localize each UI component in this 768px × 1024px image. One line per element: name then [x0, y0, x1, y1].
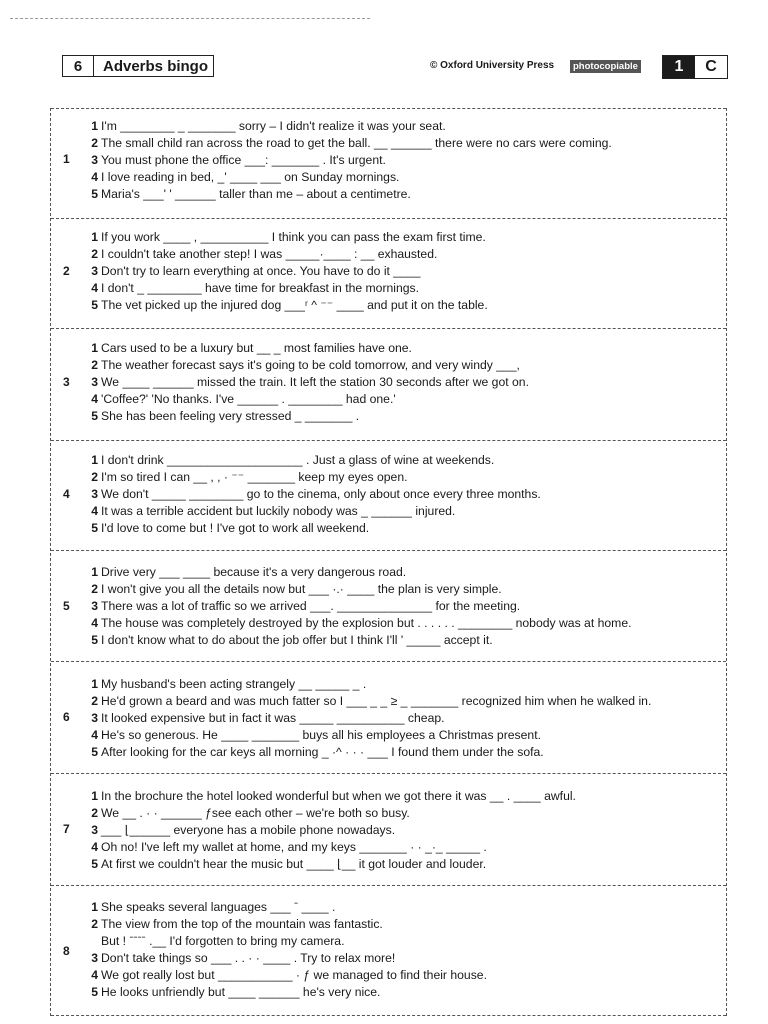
sentence-number: 1	[91, 677, 98, 691]
sentence	[85, 247, 437, 262]
sentence-number: 3	[91, 599, 98, 613]
unit-letter: C	[705, 58, 717, 75]
sentence	[85, 582, 502, 597]
page-header	[0, 0, 768, 90]
sentence	[85, 599, 520, 614]
sentence-text: Don't try to learn everything at once. You have to do it ____	[101, 264, 421, 278]
sentence-text: After looking for the car keys all morning _ ·^ · · · ___ I found them under the sofa.	[101, 745, 544, 759]
sentence-text: The view from the top of the mountain was fantastic.	[101, 917, 383, 931]
sentence-number: 1	[91, 565, 98, 579]
sentence	[85, 119, 446, 134]
sentence	[85, 392, 396, 407]
sentence-number: 1	[91, 230, 98, 244]
sentence-number: 3	[91, 711, 98, 725]
sentence	[85, 968, 487, 983]
sentence-number: 4	[91, 840, 98, 854]
sentence	[85, 985, 380, 1000]
card-number: 5	[63, 599, 70, 613]
sentence-number: 4	[91, 728, 98, 742]
sentence-number: 3	[91, 487, 98, 501]
sentence-number: 3	[91, 823, 98, 837]
sentence	[85, 470, 408, 485]
sentence	[85, 840, 487, 855]
sentence-text: It was a terrible accident but luckily nobody was _ ______ injured.	[101, 504, 456, 518]
sentence-text: We ____ ______ missed the train. It left the station 30 seconds after we got on.	[101, 375, 529, 389]
sentence-number: 2	[91, 694, 98, 708]
sentence	[85, 136, 612, 151]
sentence-text: He looks unfriendly but ____ ______ he's very nice.	[101, 985, 381, 999]
sentence-text: At first we couldn't hear the music but ____ ⌊__ it got louder and louder.	[101, 857, 487, 871]
sentence-number: 4	[91, 170, 98, 184]
sentence-number: 1	[91, 900, 98, 914]
sentence	[85, 823, 395, 838]
sentence-number: 3	[91, 264, 98, 278]
sentence-number: 4	[91, 392, 98, 406]
sentence	[85, 789, 576, 804]
sentence-number: 4	[91, 616, 98, 630]
sentence-text: She has been feeling very stressed _ _______ .	[101, 409, 360, 423]
card-number: 7	[63, 822, 70, 836]
sentence-text: I don't _ ________ have time for breakfast in the mornings.	[101, 281, 420, 295]
sentence	[85, 633, 493, 648]
bingo-card	[51, 218, 726, 328]
bingo-card	[51, 328, 726, 440]
sentence-number: 5	[91, 409, 98, 423]
sentence-text: I'm so tired I can __ , , · ⁻⁻ _______ keep my eyes open.	[101, 470, 408, 484]
sentence-number: 5	[91, 633, 98, 647]
sentence-number: 1	[91, 341, 98, 355]
sentence-text: We don't _____ ________ go to the cinema, only about once every three months.	[101, 487, 541, 501]
sentence	[85, 341, 412, 356]
activity-title: Adverbs bingo	[103, 57, 209, 75]
card-number: 2	[63, 264, 70, 278]
bingo-card	[51, 550, 726, 661]
sentence	[85, 677, 366, 692]
sentence-text: She speaks several languages ___ ˉ ____ .	[101, 900, 336, 914]
sentence-number: 2	[91, 582, 98, 596]
sentence-number: 2	[91, 247, 98, 261]
sentence-text: I couldn't take another step! I was _____·____ : __ exhausted.	[101, 247, 438, 261]
sentence	[85, 857, 486, 872]
sentence	[85, 375, 529, 390]
sentence	[85, 281, 419, 296]
sentence	[85, 504, 455, 519]
sentence-text: I love reading in bed, _' ____ ___ on Sunday mornings.	[101, 170, 400, 184]
sentence	[85, 521, 369, 536]
sentence-text: The small child ran across the road to get the ball. __ ______ there were no cars were coming.	[101, 136, 612, 150]
sentence	[85, 409, 359, 424]
sentence-text: He's so generous. He ____ _______ buys all his employees a Christmas present.	[101, 728, 541, 742]
bingo-card	[51, 108, 726, 218]
unit-number: 1	[663, 56, 695, 78]
sentence	[85, 487, 541, 502]
bingo-card	[51, 440, 726, 550]
sentence	[85, 298, 488, 313]
activity-number: 6	[63, 56, 94, 76]
card-number: 8	[63, 944, 70, 958]
sentence-text: I'd love to come but ! I've got to work all weekend.	[101, 521, 370, 535]
sentence-text: The vet picked up the injured dog ___ʳ ^ ⁻⁻ ____ and put it on the table.	[101, 298, 488, 312]
sentence-text: The weather forecast says it's going to be cold tomorrow, and very windy ___,	[101, 358, 520, 372]
bingo-card	[51, 661, 726, 773]
sentence-text: There was a lot of traffic so we arrived ___. ______________ for the meeting.	[101, 599, 521, 613]
sentence-text: Drive very ___ ____ because it's a very dangerous road.	[101, 565, 407, 579]
sentence-text: I'm ________ _ _______ sorry – I didn't realize it was your seat.	[101, 119, 446, 133]
sentence-text: In the brochure the hotel looked wonderful but when we got there it was __ . ____ awful.	[101, 789, 576, 803]
sentence	[85, 934, 344, 949]
sentence-number: 5	[91, 187, 98, 201]
bingo-cards-grid	[50, 108, 727, 1016]
sentence-text: You must phone the office ___: _______ . It's urgent.	[101, 153, 386, 167]
sentence-text: Maria's ___' ' ______ taller than me – about a centimetre.	[101, 187, 411, 201]
sentence	[85, 187, 411, 202]
sentence-number: 5	[91, 298, 98, 312]
bingo-card	[51, 773, 726, 885]
sentence-text: We got really lost but ___________ · ƒ we managed to find their house.	[101, 968, 487, 982]
sentence-text: We __ . · · ______ ƒsee each other – we're both so busy.	[101, 806, 410, 820]
card-number: 6	[63, 710, 70, 724]
sentence	[85, 358, 520, 373]
sentence	[85, 694, 651, 709]
sentence-number: 1	[91, 789, 98, 803]
sentence-number: 5	[91, 521, 98, 535]
sentence-text: Oh no! I've left my wallet at home, and my keys _______ · · _·_ _____ .	[101, 840, 487, 854]
sentence-text: If you work ____ , __________ I think you can pass the exam first time.	[101, 230, 486, 244]
sentence-text: I don't drink ____________________ . Just a glass of wine at weekends.	[101, 453, 495, 467]
sentence-text: Don't take things so ___ . . · · ____ . Try to relax more!	[101, 951, 396, 965]
sentence	[85, 806, 410, 821]
sentence-number: 2	[91, 136, 98, 150]
sentence	[85, 565, 406, 580]
sentence	[85, 230, 486, 245]
sentence-number: 5	[91, 985, 98, 999]
bingo-card	[51, 885, 726, 1016]
sentence	[85, 616, 631, 631]
sentence-number: 5	[91, 745, 98, 759]
card-number: 1	[63, 152, 70, 166]
sentence	[85, 264, 420, 279]
sentence	[85, 453, 494, 468]
sentence	[85, 711, 445, 726]
sentence-text: He'd grown a beard and was much fatter so I ___ _ _ ≥ _ _______ recognized him when he walked in.	[101, 694, 652, 708]
sentence-number: 3	[91, 375, 98, 389]
unit-box	[662, 55, 728, 79]
copyright-notice: © Oxford University Press	[430, 60, 555, 71]
sentence	[85, 153, 386, 168]
photocopiable-label: photocopiable	[570, 60, 641, 73]
sentence-text: ___ ⌊______ everyone has a mobile phone nowadays.	[101, 823, 396, 837]
sentence-text: The house was completely destroyed by the explosion but . . . . . . ________ nobody was at home.	[101, 616, 632, 630]
activity-badge	[62, 55, 214, 77]
sentence-number: 5	[91, 857, 98, 871]
sentence-number: 2	[91, 358, 98, 372]
sentence-number: 4	[91, 281, 98, 295]
sentence-number: 2	[91, 470, 98, 484]
sentence	[85, 170, 399, 185]
sentence-number: 1	[91, 119, 98, 133]
sentence-number: 3	[91, 153, 98, 167]
sentence-text: But ! ˉˉˉˉ .__ I'd forgotten to bring my camera.	[101, 934, 345, 948]
sentence-number: 3	[91, 951, 98, 965]
sentence-text: 'Coffee?' 'No thanks. I've ______ . ________ had one.'	[101, 392, 396, 406]
sentence	[85, 900, 335, 915]
sentence	[85, 745, 544, 760]
sentence-text: I won't give you all the details now but ___ ·.· ____ the plan is very simple.	[101, 582, 502, 596]
sentence-text: Cars used to be a luxury but __ _ most families have one.	[101, 341, 412, 355]
card-number: 3	[63, 375, 70, 389]
sentence	[85, 728, 541, 743]
sentence-text: It looked expensive but in fact it was _____ __________ cheap.	[101, 711, 445, 725]
sentence-number: 1	[91, 453, 98, 467]
sentence	[85, 917, 383, 932]
sentence-number: 4	[91, 968, 98, 982]
sentence	[85, 951, 395, 966]
sentence-number: 2	[91, 806, 98, 820]
sentence-text: My husband's been acting strangely __ _____ _ .	[101, 677, 367, 691]
sentence-number: 4	[91, 504, 98, 518]
card-number: 4	[63, 487, 70, 501]
sentence-text: I don't know what to do about the job offer but I think I'll ' _____ accept it.	[101, 633, 493, 647]
sentence-number: 2	[91, 917, 98, 931]
